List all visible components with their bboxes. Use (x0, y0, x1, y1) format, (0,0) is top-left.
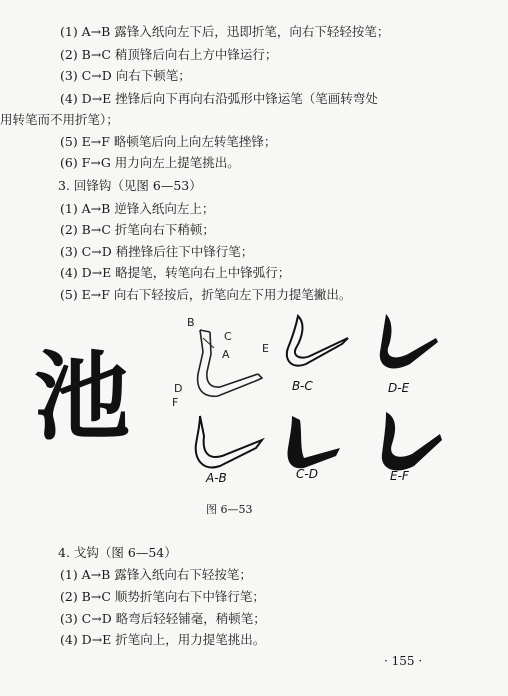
section-heading: 3. 回锋钩（见图 6—53） (58, 178, 202, 193)
point-label: F (172, 396, 179, 409)
stage-label: E-F (390, 469, 409, 483)
text-line: (1) A→B 逆锋入纸向左上； (60, 201, 215, 216)
section-heading: 4. 戈钩（图 6—54） (58, 545, 177, 560)
point-label: C (224, 330, 232, 343)
text-line: (5) E→F 向右下轻按后，折笔向左下用力提笔撇出。 (60, 287, 352, 302)
point-label: B (187, 316, 195, 329)
stage-c-d (288, 416, 340, 468)
text-line: (6) F→G 用力向左上提笔挑出。 (60, 155, 240, 170)
character-chi: 池 (34, 340, 130, 453)
text-line: (1) A→B 露锋入纸向右下轻按笔； (60, 567, 252, 582)
figure-6-53 (0, 308, 508, 498)
text-line: (2) B→C 折笔向右下稍顿； (60, 222, 215, 237)
text-line: (3) C→D 稍挫锋后往下中锋行笔； (60, 244, 254, 259)
text-line: (4) D→E 折笔向上，用力提笔挑出。 (60, 632, 266, 647)
text-line: (2) B→C 稍顶锋后向右上方中锋运行； (60, 47, 278, 62)
stage-d-e (380, 314, 438, 368)
stage-label: B-C (292, 379, 313, 393)
point-label: E (262, 342, 269, 355)
figure-caption: 图 6—53 (206, 503, 253, 516)
stage-e-f (382, 412, 442, 470)
text-line: 用转笔而不用折笔）； (0, 112, 119, 127)
text-line: (5) E→F 略顿笔后向上向左转笔挫锋； (60, 134, 277, 149)
point-label: A (222, 348, 230, 361)
text-line: (2) B→C 顺势折笔向右下中锋行笔； (60, 589, 265, 604)
stage-label: C-D (296, 467, 318, 481)
stage-label: D-E (388, 381, 410, 395)
text-line: (4) D→E 略提笔，转笔向右上中锋弧行； (60, 265, 291, 280)
calligraphy-figure (0, 308, 508, 498)
text-line: (1) A→B 露锋入纸向左下后，迅即折笔，向右下轻轻按笔； (60, 24, 390, 39)
text-line: (3) C→D 向右下顿笔； (60, 68, 191, 83)
page-number: · 155 · (384, 654, 423, 668)
text-line: (4) D→E 挫锋后向下再向右沿弧形中锋运笔（笔画转弯处 (60, 91, 378, 106)
stage-a-b (196, 416, 262, 467)
point-label: D (174, 382, 183, 395)
text-line: (3) C→D 略弯后轻轻铺毫，稍顿笔； (60, 611, 266, 626)
stage-b-c (287, 316, 348, 366)
stage-label: A-B (206, 471, 227, 485)
